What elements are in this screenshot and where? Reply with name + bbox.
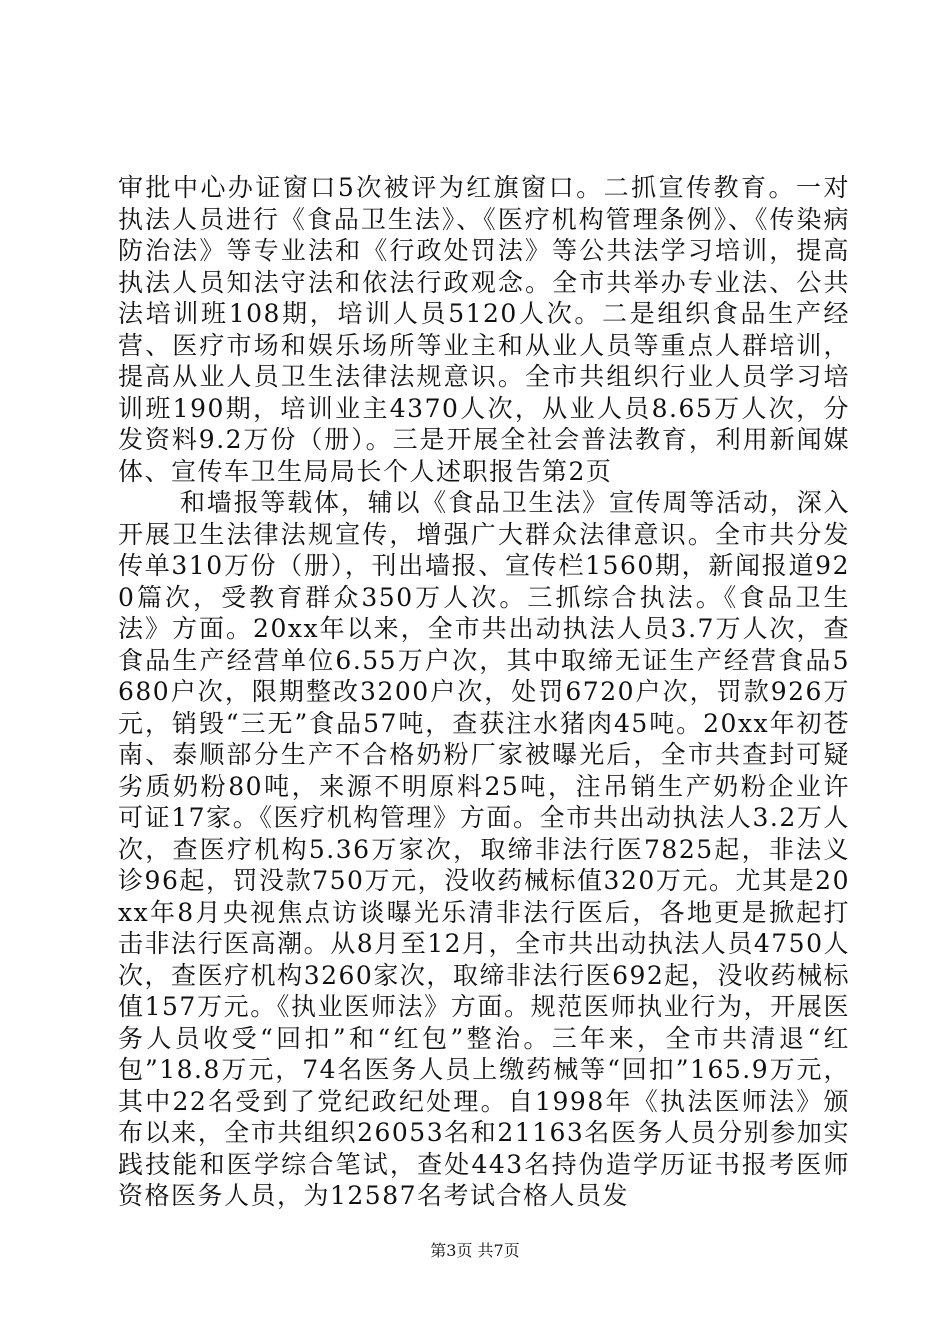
paragraph-1: 审批中心办证窗口5次被评为红旗窗口。二抓宣传教育。一对执法人员进行《食品卫生法》、《医疗机构管理条例》、《传染病防治法》等专业法和《行政处罚法》等公共法学习培训，提高执法人员知法守法和依法行政观念。全市共举办专业法、公共法培训班108期，培训人员5120人次。二是组织食品生产经营、医疗市场和娱乐场所等业主和从业人员等重点人群培训，提高从业人员卫生法律法规意识。全市共组织行业人员学习培训班190期，培训业主4370人次，从业人员8.65万人次，分发资料9.2万份（册）。三是开展全社会普法教育，利用新闻媒体、宣传车卫生局局长个人述职报告第2页 bbox=[118, 173, 850, 486]
page-footer: 第3页 共7页 bbox=[430, 1241, 520, 1260]
document-body bbox=[118, 172, 850, 1212]
paragraph-2: 和墙报等载体，辅以《食品卫生法》宣传周等活动，深入开展卫生法律法规宣传，增强广大群众法律意识。全市共分发传单310万份（册），刊出墙报、宣传栏1560期，新闻报道920篇次，受教育群众350万人次。三抓综合执法。《食品卫生法》方面。20xx年以来，全市共出动执法人员3.7万人次，查食品生产经营单位6.55万户次，其中取缔无证生产经营食品5680户次，限期整改3200户次，处罚6720户次，罚款926万元，销毁“三无”食品57吨，查获注水猪肉45吨。20xx年初苍南、泰顺部分生产不合格奶粉厂家被曝光后，全市共查封可疑劣质奶粉80吨，来源不明原料25吨，注吊销生产奶粉企业许可证17家。《医疗机构管理》方面。全市共出动执法人3.2万人次，查医疗机构5.36万家次，取缔非法行医7825起，非法义诊96起，罚没款750万元，没收药械标值320万元。尤其是20xx年8月央视焦点访谈曝光乐清非法行医后，各地更是掀起打击非法行医高潮。从8月至12月，全市共出动执法人员4750人次，查医疗机构3260家次，取缔非法行医692起，没收药械标值157万元。《执业医师法》方面。规范医师执业行为，开展医务人员收受“回扣”和“红包”整治。三年来，全市共清退“红包”18.8万元，74名医务人员上缴药械等“回扣”165.9万元，其中22名受到了党纪政纪处理。自1998年《执法医师法》颁布以来，全市共组织26053名和21163名医务人员分别参加实践技能和医学综合笔试，查处443名持伪造学历证书报考医师资格医务人员，为12587名考试合格人员发 bbox=[118, 488, 850, 1210]
